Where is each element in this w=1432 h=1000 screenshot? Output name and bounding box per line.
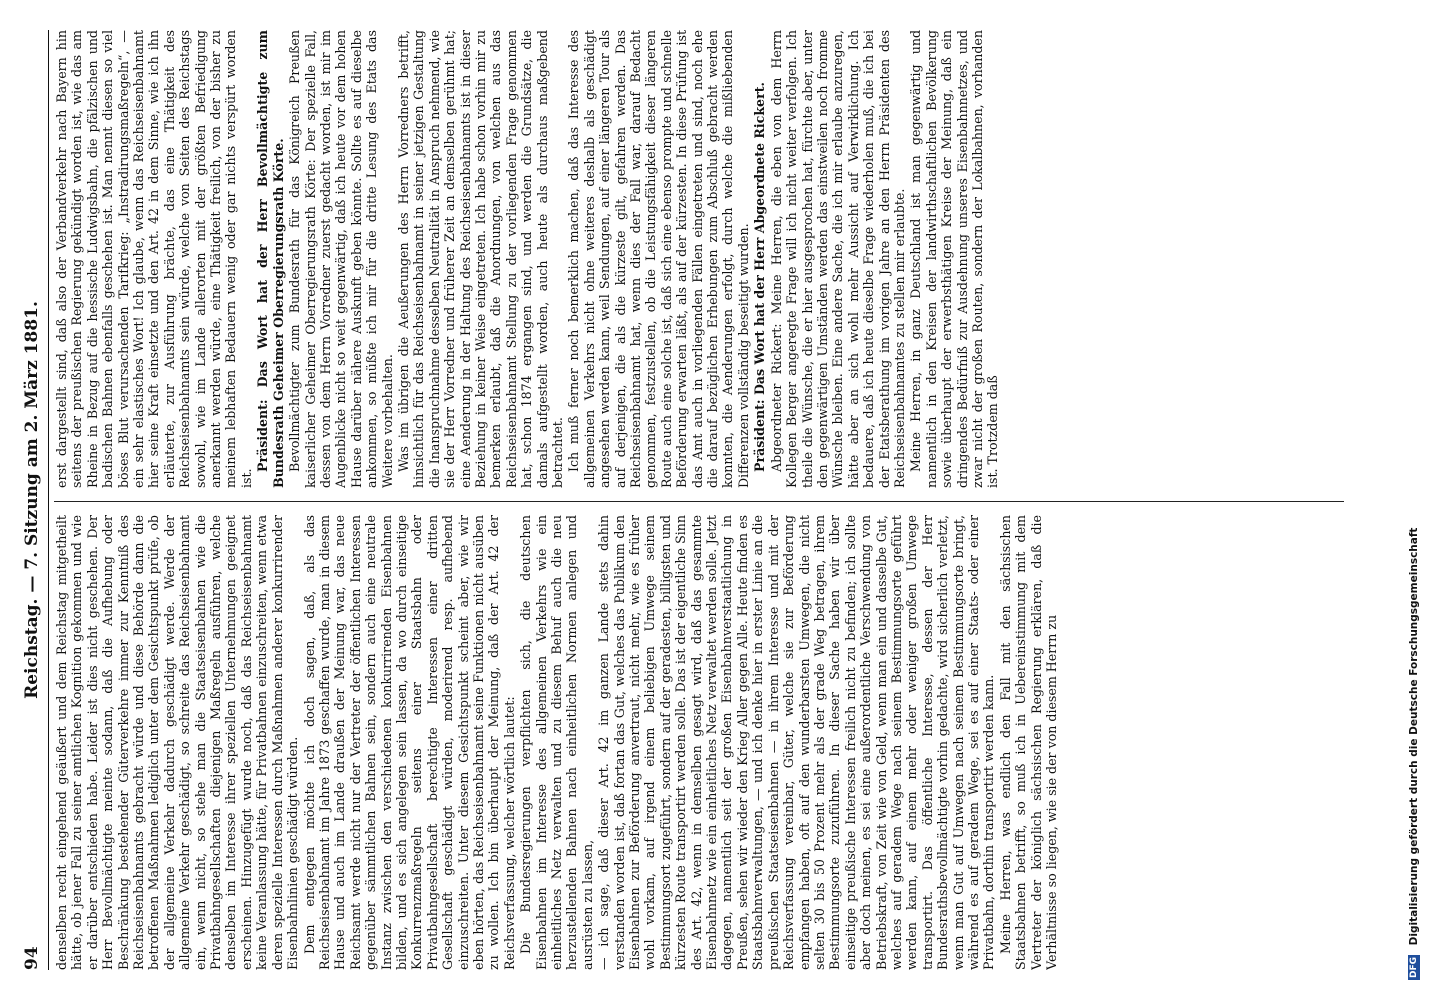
- paragraph: Abgeordneter Rickert: Meine Herren, die eben von dem Herrn Kollegen Berger angeregte Frage will ich nicht weiter verfolgen. Ich theile die Wünsche, die er hier ausgesprochen hat, fürchte aber, unter den gegenwärtigen Umständen werden das einstweilen noch fromme Wünsche bleiben. Eine andere Sache, die ich mir erlaube anzuregen, hätte aber an sich wohl mehr Aussicht auf Verwirklichung. Ich bedauere, daß ich heute dieselbe Frage wiederholen muß, die ich bei der Etatsberathung im vorigen Jahre an den Herrn Präsidenten des Reichseisenbahnamtes zu stellen mir erlaubte.: [768, 30, 907, 488]
- digitization-text: Digitalisierung gefördert durch die Deutsche Forschungsgemeinschaft: [1408, 527, 1420, 946]
- dfg-logo: DFG: [1409, 956, 1419, 978]
- paragraph: Die Bundesregierungen verpflichten sich, die deutschen Eisenbahnen im Interesse des allgemeinen Verkehrs wie ein einheitliches Netz verwalten und zu diesem Behuf auch die neu herzustellenden Bahnen nach einheitlichen Normen anlegen und ausrüsten zu lassen,: [518, 515, 595, 970]
- running-title: Reichstag. — 7. Sitzung am 2. März 1881.: [22, 301, 42, 699]
- paragraph: Bevollmächtigter zum Bundesrath für das Königreich Preußen kaiserlicher Geheimer Oberregierungsrath Körte: Der spezielle Fall, dessen von dem Herrn Vorredner zuerst gedacht worden, ist mir im Augenblicke nicht so weit gegenwärtig, daß ich heute vor dem hohen Hause darüber nähere Auskunft geben könnte. Sollte es auf dieselbe ankommen, so müßte ich mir für die dritte Lesung des Etats das Weitere vorbehalten.: [287, 30, 395, 488]
- digitization-note: [1408, 40, 1430, 980]
- paragraph: Ich muß ferner noch bemerklich machen, daß das Interesse des allgemeinen Verkehrs nicht ohne weiteres deshalb als geschädigt angesehen werden kann, weil Sendungen, auf einer längeren Tour als auf derjenigen, die als die kürzeste gilt, gefahren werden. Das Reichseisenbahnamt hat, wenn dies der Fall war, darauf Bedacht genommen, festzustellen, ob die Leistungsfähigkeit dieser längeren Route auch eine solche ist, daß sich eine ebenso prompte und schnelle Beförderung erwarten läßt, als auf der kürzesten. In diese Prüfung ist das Amt auch in vorliegenden Fällen eingetreten und sind, noch ehe die darauf bezüglichen Erhebungen zum Abschluß gebracht werden konnten, die Aenderungen erfolgt, durch welche die mißliebenden Differenzen vollständig beseitigt wurden.: [566, 30, 751, 488]
- paragraph: Meine Herren, was endlich den Fall mit den sächsischen Staatsbahnen betrifft, so muß ich in Uebereinstimmung mit dem Vertreter der königlich sächsischen Regierung erklären, daß die Verhältnisse so liegen, wie sie der von diesem Herrn zu: [997, 515, 1059, 970]
- page-header: [22, 30, 49, 970]
- paragraph: Was im übrigen die Aeußerungen des Herrn Vorredners betrifft, hinsichtlich für das Reichseisenbahnamt in seiner jetzigen Gestaltung die Inanspruchnahme desselben Neutralität in Anspruch nehmend, wie sie der Herr Vorredner und früherer Zeit an demselben gerühmt hat; eine Aenderung in der Haltung des Reichseisenbahnamts ist in dieser Beziehung in keiner Weise eingetreten. Ich habe schon vorhin mir zu bemerken erlaubt, daß die Anordnungen, von welchen aus das Reichseisenbahnamt Stellung zu der vorliegenden Frage genommen hat, schon 1874 ergangen sind, und werden die Grundsätze, die damals aufgestellt worden, auch heute als durchaus maßgebend betrachtet.: [395, 30, 565, 488]
- paragraph: erst dargestellt sind, daß also der Verbandverkehr nach Bayern hin seitens der preußischen Regierung gekündigt worden ist, wie das am Rheine in Bezug auf die hessische Ludwigsbahn, die pfälzischen und badischen Bahnen ebenfalls geschehen ist. Man nennt diesen so viel böses Blut verursachenden Tarifkrieg: „Instradirungsmaßregeln“, — ein sehr elastisches Wort! Ich glaube, wenn das Reichseisenbahnamt hier seine Kraft einsetzte und den Art. 42 in dem Sinne, wie ich ihn erläuterte, zur Ausführung brächte, das eine Thätigkeit des Reichseisenbahnamts sein würde, welche von Seiten des Reichstags sowohl, wie im Lande allerorten mit der größten Befriedigung anerkannt werden würde, eine Thätigkeit freilich, von der bisher zu meinem lebhaften Bedauern wenig oder gar nichts verspürt worden ist.: [54, 30, 254, 488]
- speaker-paragraph: Präsident: Das Wort hat der Herr Bevollmächtigte zum Bundesrath Geheimer Oberregierungsrath Körte.: [255, 30, 286, 488]
- page-number: 94: [22, 946, 42, 970]
- paragraph: — ich sage, daß dieser Art. 42 im ganzen Lande stets dahin verstanden worden ist, daß fortan das Gut, welches das Publikum den Eisenbahnen zur Beförderung anvertraut, nicht mehr, wie es früher wohl vorkam, auf irgend einem beliebigen Umwege seinem Bestimmungsort zugeführt, sondern auf der geradesten, billigsten und kürzesten Route transportirt werden solle. Das ist der eigentliche Sinn des Art. 42, wenn in demselben gesagt wird, daß das gesammte Eisenbahnnetz wie ein einheitliches Netz verwaltet werden solle. Jetzt dagegen, namentlich seit der großen Eisenbahnverstaatlichung in Preußen, sehen wir wieder den Krieg Aller gegen Alle. Heute finden es Staatsbahnverwaltungen, — und ich denke hier in erster Linie an die preußischen Staatseisenbahnen — in ihrem Interesse und mit der Reichsverfassung vereinbar, Güter, welche sie zur Beförderung empfangen haben, oft auf den wunderbarsten Umwegen, die nicht selten 30 bis 50 Prozent mehr als der grade Weg betragen, ihrem Bestimmungsorte zuzuführen. In dieser Sache haben wir über einseitige preußische Interessen freilich nicht zu befinden; ich sollte aber doch meinen, es sei eine außerordentliche Verschwendung von Betriebskraft, von Zeit wie von Geld, wenn man ein und dasselbe Gut, welches auf geradem Wege nach seinem Bestimmungsorte geführt werden kann, auf einem mehr oder weniger großen Umwege transportirt. Das öffentliche Interesse, dessen der Herr Bundesrathsbevollmächtigte vorhin gedachte, wird sicherlich verletzt, wenn man Gut auf Umwegen nach seinem Bestimmungsorte bringt, während es auf geradem Wege, sei es auf einer Staats- oder einer Privatbahn, dorthin transportirt werden kann.: [596, 515, 997, 970]
- speaker-paragraph: Präsident: Das Wort hat der Herr Abgeordnete Rickert.: [752, 82, 768, 472]
- left-column: [54, 515, 1354, 970]
- column-divider: [54, 501, 1344, 502]
- right-column: [54, 30, 1354, 488]
- paragraph: Meine Herren, in ganz Deutschland ist man gegenwärtig und namentlich in den Kreisen der landwirthschaftlichen Bevölkerung sowie überhaupt der erwerbsthätigen Kreise der Meinung, daß ein dringendes Bedürfniß zur Ausdehnung unseres Eisenbahnnetzes, und zwar nicht der großen Routen, sondern der Lokalbahnen, vorhanden ist. Trotzdem daß: [908, 30, 1001, 488]
- paragraph: Dem entgegen möchte ich doch sagen, daß, als das Reichseisenbahnamt im Jahre 1873 geschaffen wurde, man in diesem Hause und auch im Lande draußen der Meinung war, das neue Reichsamt werde nicht nur der Vertreter der öffentlichen Interessen gegenüber sämmtlichen Bahnen sein, sondern auch eine neutrale Instanz zwischen den verschiedenen konkurrirenden Eisenbahnen bilden, und es sich angelegen sein lassen, da wo durch einseitige Konkurrenzmaßregeln seitens einer Staatsbahn oder Privatbahngesellschaft berechtigte Interessen einer dritten Gesellschaft geschädigt würden, moderirend resp. aufhebend einzuschreiten. Unter diesem Gesichtspunkt scheint aber, wie wir eben hörten, das Reichseisenbahnamt seine Funktionen nicht ausüben zu wollen. Ich bin überhaupt der Meinung, daß der Art. 42 der Reichsverfassung, welcher wörtlich lautet:: [301, 515, 517, 970]
- paragraph: denselben recht eingehend geäußert und dem Reichstag mitgetheilt hätte, ob jener Fall zu seiner amtlichen Kognition gekommen und wie er darüber entschieden habe. Leider ist dies nicht geschehen. Der Herr Bevollmächtigte meinte sodann, daß die Aufhebung oder Beschränkung bestehender Güterverkehre immer zur Kenntniß des Reichseisenbahnamts gebracht würde und diese Behörde dann die betroffenen Maßnahmen lediglich unter dem Gesichtspunkt prüfe, ob der allgemeine Verkehr dadurch geschädigt werde. Werde der allgemeine Verkehr geschädigt, so schreite das Reichseisenbahnamt ein, wenn nicht, so stehe man die Staatseisenbahnen wie die Privatbahngesellschaften diejenigen Maßregeln ausführen, welche denselben im Interesse ihrer speziellen Unternehmungen geeignet erscheinen. Hinzugefügt wurde noch, daß das Reichseisenbahnamt keine Veranlassung hätte, für Privatbahnen einzuschreiten, wenn etwa deren spezielle Interessen durch Maßnahmen anderer konkurrirender Eisenbahnlinien geschädigt würden.: [54, 515, 301, 970]
